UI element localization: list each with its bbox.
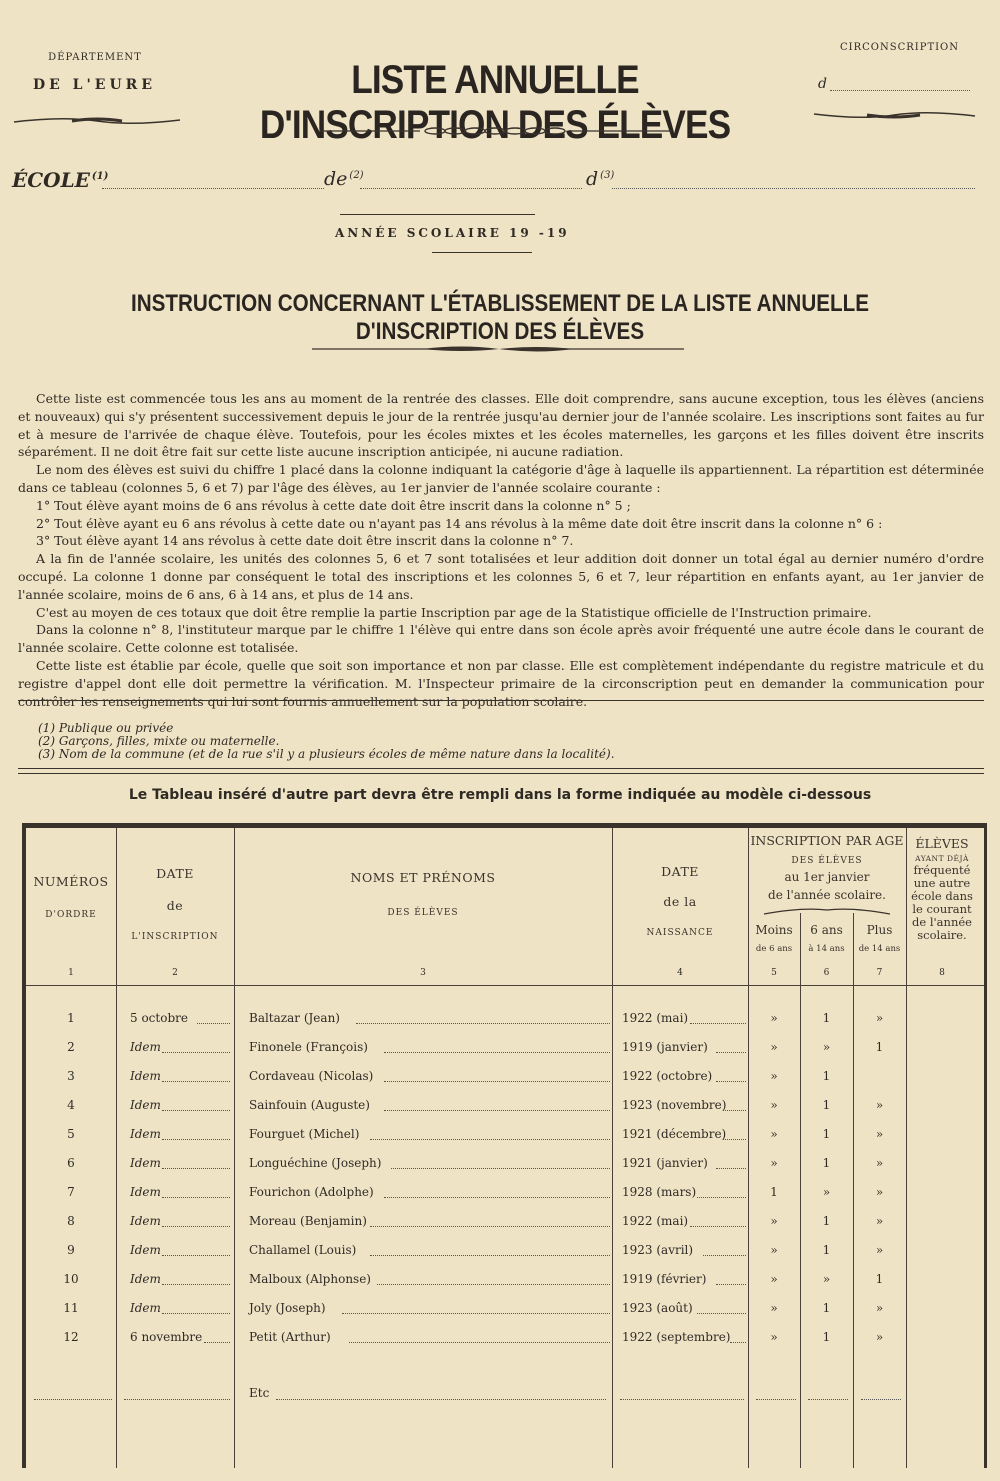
de-text: de xyxy=(324,168,348,190)
cell-under-6: » xyxy=(770,1011,778,1025)
ecole-text: ÉCOLE xyxy=(12,168,90,192)
divider xyxy=(18,768,984,769)
table-row xyxy=(26,1185,978,1214)
cell-over-14: 1 xyxy=(875,1040,884,1054)
student-name: Fourguet (Michel) xyxy=(249,1127,360,1141)
column-number: 7 xyxy=(876,968,883,978)
etc-dots xyxy=(756,1399,796,1400)
header-janvier: au 1er janvier xyxy=(784,870,870,884)
leader-dots xyxy=(162,1284,230,1285)
row-number: 11 xyxy=(63,1301,79,1315)
table-row xyxy=(26,1098,978,1127)
cell-under-6: » xyxy=(770,1098,778,1112)
header-naissance: NAISSANCE xyxy=(646,928,714,938)
student-name: Petit (Arthur) xyxy=(249,1330,331,1344)
birth-date: 1922 (mai) xyxy=(622,1011,689,1025)
leader-dots xyxy=(384,1052,610,1053)
leader-dots xyxy=(690,1023,746,1024)
column-number: 2 xyxy=(172,968,178,978)
instruction-body xyxy=(18,390,984,710)
cell-6-to-14: 1 xyxy=(822,1011,831,1025)
footnote: (3) Nom de la commune (et de la rue s'il y a plusieurs écoles de même nature dans la localité). xyxy=(38,747,615,761)
birth-date: 1922 (septembre) xyxy=(622,1330,731,1344)
d-field[interactable] xyxy=(612,188,975,189)
paragraph: 2° Tout élève ayant eu 6 ans révolus à cette date ou n'ayant pas 14 ans révolus à la même date doit être inscrit dans la colonne n° 6 : xyxy=(36,515,883,531)
cell-6-to-14: » xyxy=(822,1040,831,1054)
row-number: 3 xyxy=(67,1069,75,1083)
table-row xyxy=(26,1272,978,1301)
etc-dots xyxy=(276,1399,606,1400)
cell-6-to-14: » xyxy=(822,1272,831,1286)
cell-under-6: » xyxy=(770,1243,778,1257)
leader-dots xyxy=(162,1313,230,1314)
inscription-table xyxy=(22,823,987,1468)
leader-dots xyxy=(690,1226,746,1227)
cell-over-14: » xyxy=(875,1243,884,1257)
footnotes xyxy=(38,722,938,761)
table-row xyxy=(26,1301,978,1330)
header-de-6-ans: de 6 ans xyxy=(755,944,793,954)
brace-ornament xyxy=(762,906,892,916)
table-row xyxy=(26,1040,978,1069)
etc-dots xyxy=(34,1399,112,1400)
cell-over-14: » xyxy=(875,1156,884,1170)
birth-date: 1928 (mars) xyxy=(622,1185,697,1199)
leader-dots xyxy=(384,1110,610,1111)
student-name: Moreau (Benjamin) xyxy=(249,1214,367,1228)
leader-dots xyxy=(377,1284,610,1285)
leader-dots xyxy=(162,1197,230,1198)
row-number: 4 xyxy=(67,1098,75,1112)
column-number: 1 xyxy=(68,968,74,978)
inscription-date: Idem xyxy=(130,1040,161,1054)
birth-date: 1919 (janvier) xyxy=(622,1040,708,1054)
paragraph: A la fin de l'année scolaire, les unités des colonnes 5, 6 et 7 sont totalisées et leur addition doit donner un total égal au dernier numéro d'ordre occupé. La colonne 1 donne par conséquent le total des inscriptions et les colonnes 5, 6 et 7, leur répartition en enfants ayant, au 1er janvier de l'année scolaire, moins de 6 ans, 6 à 14 ans, et plus de 14 ans. xyxy=(18,551,984,602)
leader-dots xyxy=(391,1168,610,1169)
divider xyxy=(18,700,984,701)
circonscription-field[interactable] xyxy=(830,90,970,91)
cell-over-14: 1 xyxy=(875,1272,884,1286)
department-name: DE L'EURE xyxy=(32,77,156,93)
table-row xyxy=(26,1156,978,1185)
leader-dots xyxy=(162,1139,230,1140)
student-name: Fourichon (Adolphe) xyxy=(249,1185,374,1199)
cell-6-to-14: » xyxy=(822,1185,831,1199)
cell-under-6: » xyxy=(770,1040,778,1054)
birth-date: 1923 (avril) xyxy=(622,1243,694,1257)
column-number: 5 xyxy=(771,968,777,978)
row-number: 10 xyxy=(63,1272,79,1286)
header-a-14-ans: à 14 ans xyxy=(808,944,845,954)
header-de-14-ans: de 14 ans xyxy=(858,944,901,954)
column-number: 4 xyxy=(677,968,683,978)
de-sup: (2) xyxy=(349,169,364,181)
header-de-la: de la xyxy=(663,894,697,909)
leader-dots xyxy=(730,1342,746,1343)
footnote: (1) Publique ou privée xyxy=(38,721,174,735)
row-number: 9 xyxy=(67,1243,75,1257)
cell-over-14: » xyxy=(875,1098,884,1112)
inscription-date: Idem xyxy=(130,1185,161,1199)
de-label xyxy=(324,168,364,190)
leader-dots xyxy=(697,1313,746,1314)
etc-dots xyxy=(861,1399,901,1400)
student-name: Challamel (Louis) xyxy=(249,1243,357,1257)
student-name: Longuéchine (Joseph) xyxy=(249,1156,382,1170)
leader-dots xyxy=(349,1342,610,1343)
instruction-title: INSTRUCTION CONCERNANT L'ÉTABLISSEMENT DE LA LISTE ANNUELLE D'INSCRIPTION DES ÉLÈVES xyxy=(130,290,869,345)
header-date-naissance: DATE xyxy=(661,864,699,879)
cell-6-to-14: 1 xyxy=(822,1127,831,1141)
etc-dots xyxy=(620,1399,744,1400)
header-eleves: ÉLÈVES xyxy=(915,836,969,851)
leader-dots xyxy=(162,1255,230,1256)
student-name: Sainfouin (Auguste) xyxy=(249,1098,370,1112)
column-number: 8 xyxy=(939,968,945,978)
table-row xyxy=(26,1330,978,1359)
inscription-date: Idem xyxy=(130,1069,161,1083)
leader-dots xyxy=(384,1081,610,1082)
inscription-date: Idem xyxy=(130,1156,161,1170)
year-rule-top xyxy=(340,214,535,215)
leader-dots xyxy=(384,1197,610,1198)
inscription-date: Idem xyxy=(130,1301,161,1315)
leader-dots xyxy=(370,1139,610,1140)
leader-dots xyxy=(697,1197,746,1198)
inscription-date: 6 novembre xyxy=(130,1330,203,1344)
cell-under-6: » xyxy=(770,1301,778,1315)
d-label xyxy=(586,168,614,190)
inscription-date: Idem xyxy=(130,1214,161,1228)
ornament-left xyxy=(12,114,182,128)
cell-6-to-14: 1 xyxy=(822,1301,831,1315)
header-date: DATE xyxy=(156,866,194,881)
title-ornament xyxy=(320,124,675,138)
column-number: 3 xyxy=(420,968,426,978)
cell-over-14: » xyxy=(875,1011,884,1025)
cell-under-6: 1 xyxy=(770,1185,778,1199)
birth-date: 1922 (octobre) xyxy=(622,1069,713,1083)
leader-dots xyxy=(723,1139,746,1140)
student-name: Baltazar (Jean) xyxy=(249,1011,340,1025)
leader-dots xyxy=(370,1255,610,1256)
d-sup: (3) xyxy=(600,169,615,181)
header-rule xyxy=(26,985,984,986)
row-number: 6 xyxy=(67,1156,75,1170)
inscription-date: Idem xyxy=(130,1272,161,1286)
leader-dots xyxy=(162,1081,230,1082)
ornament-right xyxy=(812,108,977,122)
birth-date: 1919 (février) xyxy=(622,1272,707,1286)
school-line xyxy=(12,168,977,196)
school-year: ANNÉE SCOLAIRE 19 -19 xyxy=(335,226,570,240)
inscription-date: 5 octobre xyxy=(130,1011,188,1025)
d-text: d xyxy=(586,168,599,190)
cell-over-14: » xyxy=(875,1214,884,1228)
cell-under-6: » xyxy=(770,1214,778,1228)
cell-6-to-14: 1 xyxy=(822,1214,831,1228)
header-numeros: NUMÉROS xyxy=(33,874,109,889)
paragraph: Le nom des élèves est suivi du chiffre 1 placé dans la colonne indiquant la catégorie d'âge à laquelle ils appartiennent. La répartition est déterminée dans ce tableau (colonnes 5, 6 et 7) par l'âge des élèves, au 1er janvier de l'année scolaire courante : xyxy=(18,462,984,495)
circonscription-d-label: d xyxy=(818,76,827,92)
table-row xyxy=(26,1127,978,1156)
leader-dots xyxy=(356,1023,610,1024)
leader-dots xyxy=(370,1226,610,1227)
leader-dots xyxy=(716,1284,746,1285)
cell-over-14: » xyxy=(875,1301,884,1315)
inscription-date: Idem xyxy=(130,1127,161,1141)
leader-dots xyxy=(162,1168,230,1169)
paragraph: Cette liste est commencée tous les ans au moment de la rentrée des classes. Elle doit comprendre, sans aucune exception, tous les élèves (anciens et nouveaux) qui s'y présentent successivement depuis le jour de la rentrée jusqu'au dernier jour de l'année scolaire. Les inscriptions sont faites au fur et à mesure de l'arrivée de chaque élève. Toutefois, pour les écoles mixtes et les écoles maternelles, les garçons et les filles doivent être inscrits séparément. Il ne doit être fait sur cette liste aucune inscription anticipée, ni aucune radiation. xyxy=(18,391,984,460)
leader-dots xyxy=(197,1023,230,1024)
leader-dots xyxy=(204,1342,230,1343)
cell-under-6: » xyxy=(770,1330,778,1344)
header-ayant-deja: AYANT DÉJÀ xyxy=(915,854,969,863)
etc-dots xyxy=(124,1399,230,1400)
cell-under-6: » xyxy=(770,1272,778,1286)
leader-dots xyxy=(703,1255,746,1256)
footnote: (2) Garçons, filles, mixte ou maternelle. xyxy=(38,734,280,748)
cell-6-to-14: 1 xyxy=(822,1156,831,1170)
birth-date: 1923 (novembre) xyxy=(622,1098,727,1112)
cell-over-14: » xyxy=(875,1330,884,1344)
cell-6-to-14: 1 xyxy=(822,1243,831,1257)
header-moins: Moins xyxy=(755,923,793,937)
student-name: Malboux (Alphonse) xyxy=(249,1272,371,1286)
inscription-date: Idem xyxy=(130,1098,161,1112)
row-number: 1 xyxy=(67,1011,75,1025)
student-name: Finonele (François) xyxy=(249,1040,368,1054)
cell-over-14: » xyxy=(875,1127,884,1141)
leader-dots xyxy=(716,1081,746,1082)
header-annee-scolaire: de l'année scolaire. xyxy=(768,888,886,902)
header-inscription-par-age: INSCRIPTION PAR AGE xyxy=(750,833,904,848)
paragraph: Dans la colonne n° 8, l'instituteur marque par le chiffre 1 l'élève qui entre dans son école après avoir fréquenté une autre école dans le courant de l'année scolaire. Cette colonne est totalisée. xyxy=(18,622,984,656)
ecole-field[interactable] xyxy=(102,188,324,189)
paragraph: 3° Tout élève ayant 14 ans révolus à cette date doit être inscrit dans la colonne n° 7. xyxy=(36,533,574,549)
header-6-ans: 6 ans xyxy=(810,923,843,937)
cell-6-to-14: 1 xyxy=(822,1330,831,1344)
header-des-eleves-age: DES ÉLÈVES xyxy=(791,856,863,866)
birth-date: 1921 (décembre) xyxy=(622,1127,727,1141)
cell-6-to-14: 1 xyxy=(822,1069,831,1083)
row-number: 7 xyxy=(67,1185,75,1199)
header-de: de xyxy=(166,898,184,913)
birth-date: 1923 (août) xyxy=(622,1301,693,1315)
etc-dots xyxy=(808,1399,848,1400)
divider xyxy=(18,773,984,774)
inscription-date: Idem xyxy=(130,1243,161,1257)
de-field[interactable] xyxy=(360,188,582,189)
header-noms: NOMS ET PRÉNOMS xyxy=(350,870,496,885)
row-number: 8 xyxy=(67,1214,75,1228)
birth-date: 1922 (mai) xyxy=(622,1214,689,1228)
column-number: 6 xyxy=(823,968,830,978)
cell-over-14: » xyxy=(875,1185,884,1199)
paragraph: 1° Tout élève ayant moins de 6 ans révolus à cette date doit être inscrit dans la colonne n° 5 ; xyxy=(36,497,631,513)
cell-under-6: » xyxy=(770,1069,778,1083)
leader-dots xyxy=(342,1313,610,1314)
leader-dots xyxy=(162,1110,230,1111)
etc-label: Etc xyxy=(249,1386,270,1400)
cell-6-to-14: 1 xyxy=(822,1098,831,1112)
leader-dots xyxy=(723,1110,746,1111)
leader-dots xyxy=(162,1052,230,1053)
row-number: 2 xyxy=(67,1040,75,1054)
header-dordre: D'ORDRE xyxy=(45,910,97,920)
department-label: DÉPARTEMENT xyxy=(48,52,142,63)
table-row xyxy=(26,1214,978,1243)
ecole-sup: (1) xyxy=(91,171,109,183)
header-des-eleves: DES ÉLÈVES xyxy=(387,908,459,918)
row-number: 12 xyxy=(63,1330,79,1344)
paragraph: C'est au moyen de ces totaux que doit être remplie la partie Inscription par age de la Statistique officielle de l'Instruction primaire. xyxy=(36,604,872,620)
cell-under-6: » xyxy=(770,1127,778,1141)
table-row xyxy=(26,1011,978,1040)
row-number: 5 xyxy=(67,1127,75,1141)
header-frequente: fréquenté une autre école dans le courant de l'année scolaire. xyxy=(911,863,973,942)
instruction-ornament xyxy=(312,343,687,355)
page-title: LISTE ANNUELLE D'INSCRIPTION DES ÉLÈVES xyxy=(259,58,731,147)
paragraph: Cette liste est établie par école, quelle que soit son importance et non par classe. Elle est complètement indépendante du registre matricule et du registre d'appel dont elle doit permettre la vérification. M. l'Inspecteur primaire de la circonscription peut en demander la communication pour contrôler les renseignements qui lui sont fournis annuellement sur la population scolaire. xyxy=(18,657,984,709)
circonscription-label: CIRCONSCRIPTION xyxy=(840,42,960,53)
header-plus: Plus xyxy=(866,923,893,937)
ecole-label xyxy=(12,168,108,192)
birth-date: 1921 (janvier) xyxy=(622,1156,708,1170)
year-rule-bottom xyxy=(432,252,532,253)
cell-under-6: » xyxy=(770,1156,778,1170)
table-row xyxy=(26,1069,978,1098)
student-name: Joly (Joseph) xyxy=(249,1301,326,1315)
leader-dots xyxy=(716,1052,746,1053)
table-row xyxy=(26,1243,978,1272)
leader-dots xyxy=(162,1226,230,1227)
header-inscription: L'INSCRIPTION xyxy=(131,932,219,942)
tableau-title: Le Tableau inséré d'autre part devra être rempli dans la forme indiquée au modèle ci-dessous xyxy=(128,787,872,803)
leader-dots xyxy=(716,1168,746,1169)
student-name: Cordaveau (Nicolas) xyxy=(249,1069,374,1083)
